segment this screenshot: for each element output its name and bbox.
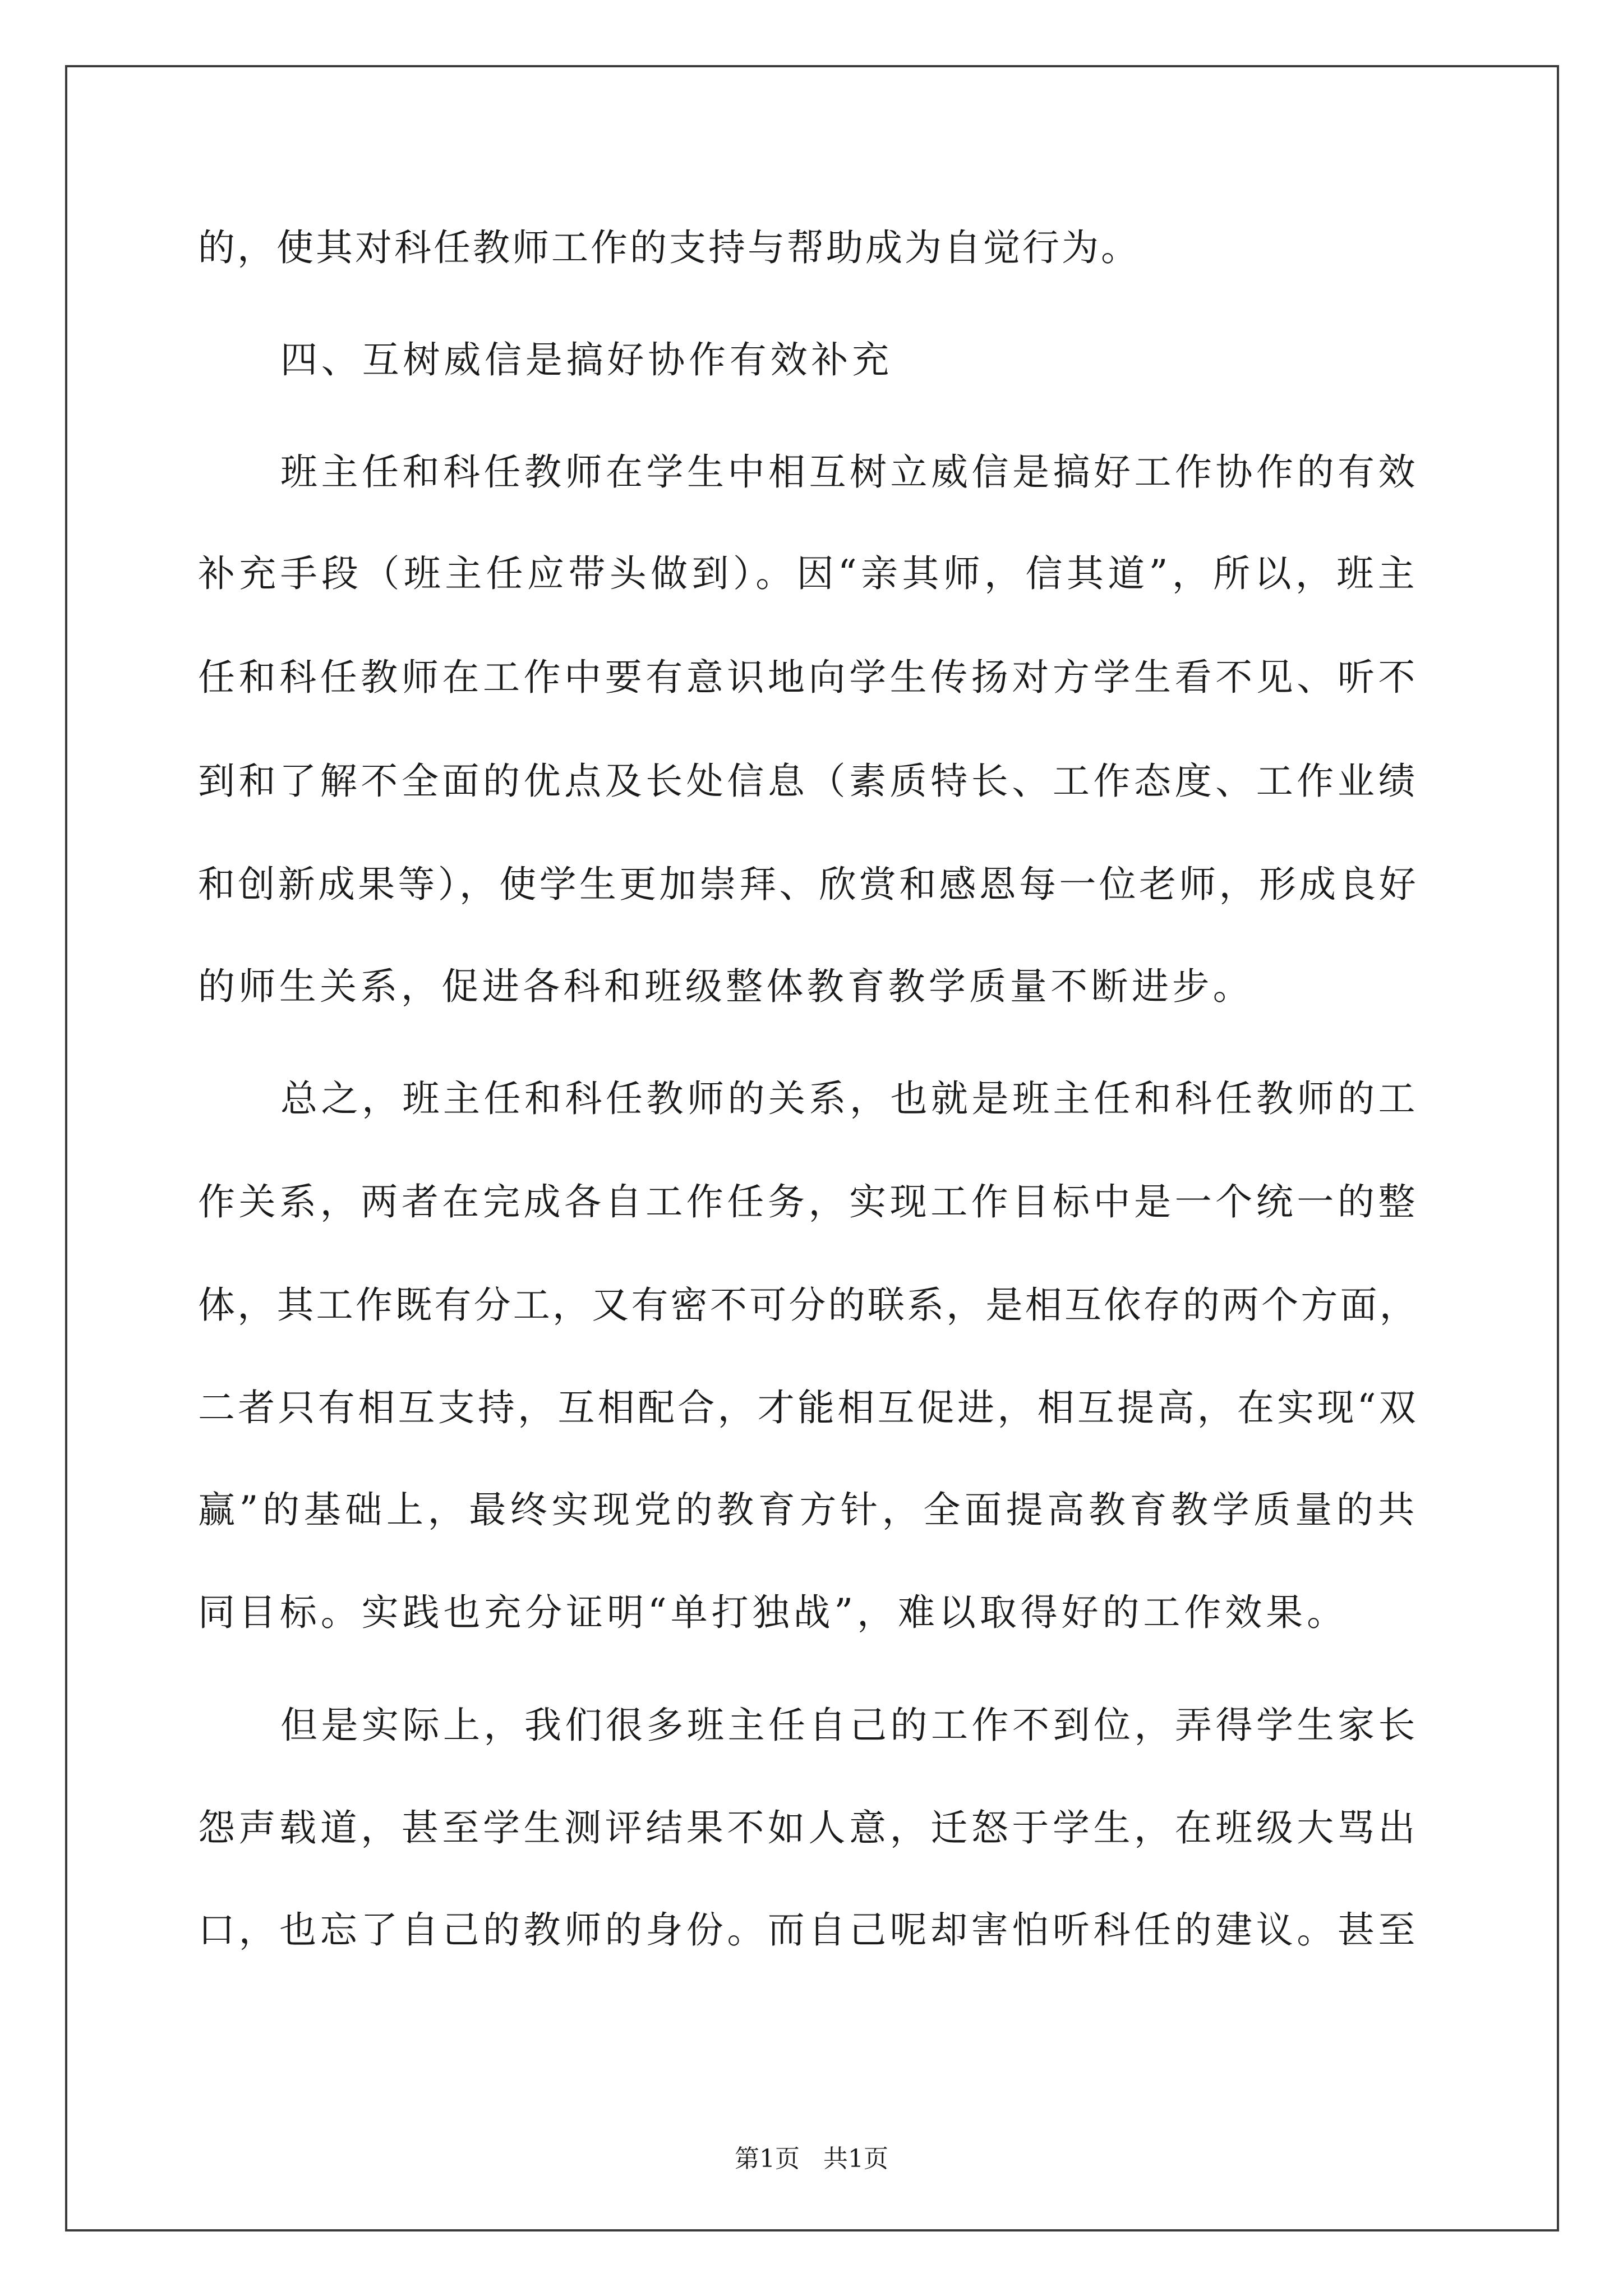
- page-number-footer: 第1页 共1页: [735, 2145, 888, 2173]
- paragraph-line: 总之，班主任和科任教师的关系，也就是班主任和科任教师的工: [280, 1077, 1419, 1120]
- paragraph-line: 的，使其对科任教师工作的支持与帮助成为自觉行为。: [198, 226, 1140, 269]
- paragraph-line: 补充手段（班主任应带头做到）。因“亲其师，信其道”，所以，班主: [198, 552, 1419, 595]
- paragraph-line: 的师生关系，促进各科和班级整体教育教学质量不断进步。: [198, 965, 1253, 1008]
- section-heading: 四、互树威信是搞好协作有效补充: [280, 338, 893, 381]
- paragraph-line: 作关系，两者在完成各自工作任务，实现工作目标中是一个统一的整: [198, 1180, 1419, 1223]
- paragraph-line: 怨声载道，甚至学生测评结果不如人意，迁怒于学生，在班级大骂出: [198, 1806, 1419, 1849]
- paragraph-line: 班主任和科任教师在学生中相互树立威信是搞好工作协作的有效: [280, 450, 1419, 494]
- paragraph-line: 口，也忘了自己的教师的身份。而自己呢却害怕听科任的建议。甚至: [198, 1908, 1419, 1952]
- paragraph-line: 和创新成果等），使学生更加崇拜、欣赏和感恩每一位老师，形成良好: [198, 863, 1419, 906]
- paragraph-line: 二者只有相互支持，互相配合，才能相互促进，相互提高，在实现“双: [198, 1386, 1419, 1429]
- paragraph-line: 任和科任教师在工作中要有意识地向学生传扬对方学生看不见、听不: [198, 656, 1419, 699]
- page-border: [65, 65, 1559, 2231]
- paragraph-line: 赢”的基础上，最终实现党的教育方针，全面提高教育教学质量的共: [198, 1488, 1419, 1531]
- paragraph-line: 体，其工作既有分工，又有密不可分的联系，是相互依存的两个方面，: [198, 1283, 1419, 1327]
- paragraph-line: 到和了解不全面的优点及长处信息（素质特长、工作态度、工作业绩: [198, 760, 1419, 803]
- paragraph-line: 但是实际上，我们很多班主任自己的工作不到位，弄得学生家长: [280, 1704, 1419, 1747]
- paragraph-line: 同目标。实践也充分证明“单打独战”，难以取得好的工作效果。: [198, 1591, 1348, 1634]
